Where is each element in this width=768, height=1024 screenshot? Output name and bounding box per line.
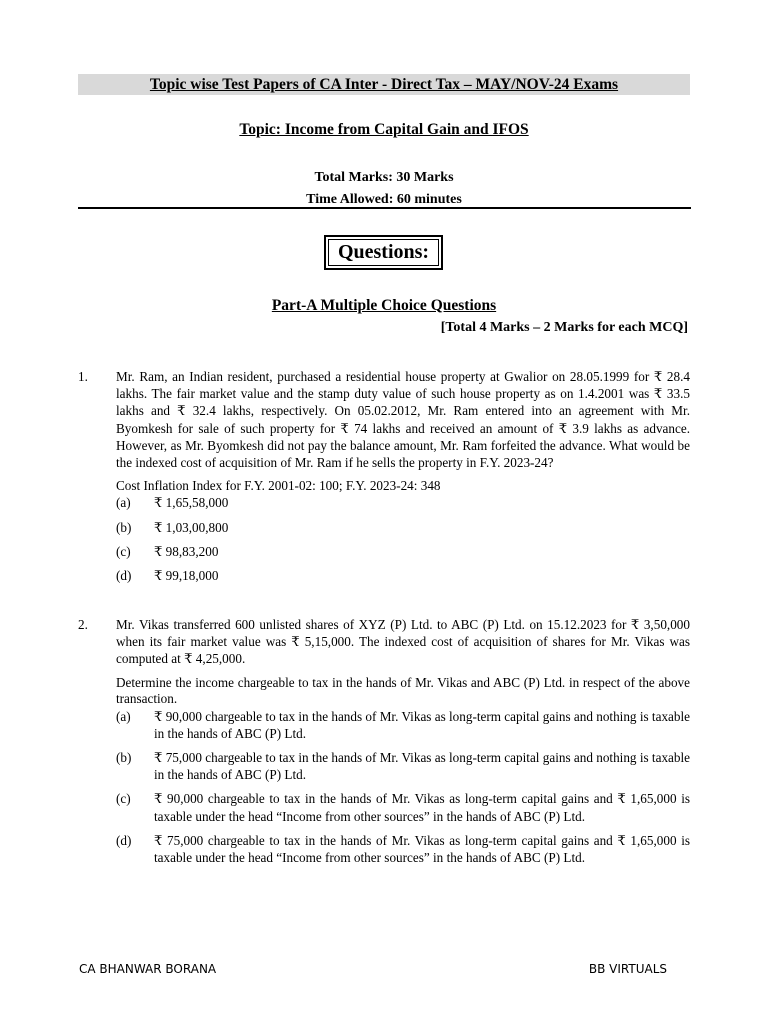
- option-text: ₹ 1,65,58,000: [154, 495, 229, 511]
- option-text: ₹ 98,83,200: [154, 543, 219, 559]
- option-c: [116, 790, 690, 824]
- questions-heading: Questions:: [337, 241, 430, 263]
- option-text: ₹ 90,000 chargeable to tax in the hands of Mr. Vikas as long-term capital gains and nothing is taxable in the hands of ABC (P) Ltd.: [154, 708, 690, 741]
- question-number: 2.: [78, 617, 88, 632]
- total-marks: Total Marks: 30 Marks: [314, 170, 454, 185]
- questions-heading-box: [324, 235, 443, 270]
- header-divider: [78, 207, 691, 209]
- option-b: [116, 749, 690, 783]
- option-text: ₹ 99,18,000: [154, 568, 219, 584]
- option-label: (d): [116, 832, 132, 848]
- question-number: 1.: [78, 369, 88, 384]
- option-c: [116, 543, 690, 560]
- footer-left: CA BHANWAR BORANA: [79, 962, 217, 976]
- question-1: [78, 368, 690, 584]
- option-label: (b): [116, 519, 132, 535]
- marks-block: [0, 167, 768, 211]
- option-label: (c): [116, 791, 131, 807]
- option-text: ₹ 90,000 chargeable to tax in the hands of Mr. Vikas as long-term capital gains and ₹ 1,65,000 is taxable under the head “Income from other sources” in the hands of ABC (P) Ltd.: [154, 791, 690, 824]
- option-label: (a): [116, 708, 131, 724]
- option-text: ₹ 1,03,00,800: [154, 519, 229, 535]
- option-text: ₹ 75,000 chargeable to tax in the hands of Mr. Vikas as long-term capital gains and nothing is taxable in the hands of ABC (P) Ltd.: [154, 750, 690, 783]
- question-2: [78, 616, 690, 866]
- question-text: Mr. Vikas transferred 600 unlisted shares of XYZ (P) Ltd. to ABC (P) Ltd. on 15.12.2023 for ₹ 3,50,000 when its fair market value was ₹ 5,15,000. The indexed cost of acquisition of shares for Mr. Vikas was computed at ₹ 4,25,000.: [116, 617, 690, 667]
- option-d: [116, 832, 690, 866]
- paper-title-banner: Topic wise Test Papers of CA Inter - Direct Tax – MAY/NOV-24 Exams: [78, 74, 690, 95]
- option-b: [116, 519, 690, 536]
- question-text: Mr. Ram, an Indian resident, purchased a residential house property at Gwalior on 28.05.1999 for ₹ 28.4 lakhs. The fair market value and the stamp duty value of such house property as on 1.4.2001 was ₹ 33.5 lakhs and ₹ 32.4 lakhs, respectively. On 05.02.2012, Mr. Ram entered into an agreement with Mr. Byomkesh for sale of such property for ₹ 74 lakhs and received an amount of ₹ 3.9 lakhs as advance. However, as Mr. Byomkesh did not pay the balance amount, Mr. Ram forfeited the advance. What would be the indexed cost of acquisition of Mr. Ram if he sells the property in F.Y. 2023-24?: [116, 369, 690, 471]
- question-note: Cost Inflation Index for F.Y. 2001-02: 100; F.Y. 2023-24: 348: [116, 478, 441, 494]
- option-d: [116, 567, 690, 584]
- questions-heading-inner-border: [328, 239, 439, 266]
- time-allowed: Time Allowed: 60 minutes: [306, 192, 462, 207]
- option-label: (d): [116, 568, 132, 584]
- option-text: ₹ 75,000 chargeable to tax in the hands of Mr. Vikas as long-term capital gains and ₹ 1,65,000 is taxable under the head “Income from other sources” in the hands of ABC (P) Ltd.: [154, 832, 690, 866]
- part-a-title: Part-A Multiple Choice Questions: [271, 297, 497, 314]
- footer-right: BB VIRTUALS: [588, 962, 667, 976]
- question-note: Determine the income chargeable to tax in the hands of Mr. Vikas and ABC (P) Ltd. in respect of the above transaction.: [116, 674, 690, 706]
- option-a: [116, 494, 690, 511]
- option-a: [116, 708, 690, 742]
- part-a-marks-note: [Total 4 Marks – 2 Marks for each MCQ]: [440, 320, 688, 335]
- topic-title: Topic: Income from Capital Gain and IFOS: [239, 121, 529, 138]
- option-label: (a): [116, 495, 131, 511]
- option-label: (c): [116, 543, 131, 559]
- option-label: (b): [116, 750, 132, 766]
